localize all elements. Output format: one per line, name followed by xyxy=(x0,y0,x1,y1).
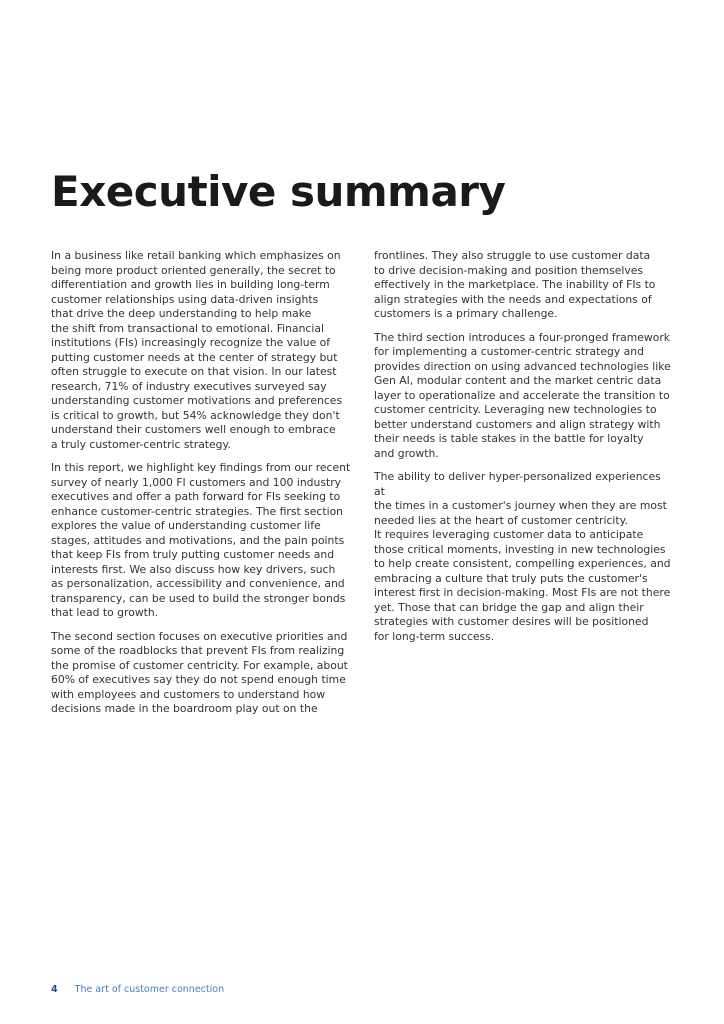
right-column xyxy=(374,249,674,653)
body-paragraph: In a business like retail banking which emphasizes on being more product oriented generally, the secret to differentiation and growth lies in building long-term customer relationships using data-driven insights that drive the deep understanding to help make the shift from transactional to emotional. Financial institutions (FIs) increasingly recognize the value of putting customer needs at the center of strategy but often struggle to execute on that vision. In our latest research, 71% of industry executives surveyed say understanding customer motivations and preferences is critical to growth, but 54% acknowledge they don't understand their customers well enough to embrace a truly customer-centric strategy. xyxy=(51,249,343,451)
page-footer xyxy=(51,984,224,996)
body-paragraph: The third section introduces a four-pronged framework for implementing a customer-centric strategy and provides direction on using advanced technologies like Gen AI, modular content and the market centric data layer to operationalize and accelerate the transition to customer centricity. Leveraging new technologies to better understand customers and align strategy with their needs is table stakes in the battle for loyalty and growth. xyxy=(374,330,671,460)
body-paragraph: frontlines. They also struggle to use customer data to drive decision-making and position themselves effectively in the marketplace. The inability of FIs to align strategies with the needs and expectations of customers is a primary challenge. xyxy=(374,249,656,320)
page-number: 4 xyxy=(51,984,58,995)
body-paragraph: The ability to deliver hyper-personalized experiences at the times in a customer's journey when they are most needed lies at the heart of customer centricity. It requires leveraging customer data to anticipate those critical moments, investing in new technologies to help create consistent, compelling experiences, and embracing a culture that truly puts the customer's interest first in decision-making. Most FIs are not there yet. Those that can bridge the gap and align their strategies with customer desires will be positioned for long-term success. xyxy=(374,470,671,643)
body-paragraph: In this report, we highlight key findings from our recent survey of nearly 1,000 FI customers and 100 industry executives and offer a path forward for FIs seeking to enhance customer-centric strategies. The first section explores the value of understanding customer life stages, attitudes and motivations, and the pain points that keep FIs from truly putting customer needs and interests first. We also discuss how key drivers, such as personalization, accessibility and convenience, and transparency, can be used to build the stronger bonds that lead to growth. xyxy=(51,461,351,619)
left-column xyxy=(51,249,351,726)
body-paragraph: The second section focuses on executive priorities and some of the roadblocks that prevent FIs from realizing the promise of customer centricity. For example, about 60% of executives say they do not spend enough time with employees and customers to understand how decisions made in the boardroom play out on the xyxy=(51,629,348,715)
page-title: Executive summary xyxy=(51,167,506,216)
publication-title: The art of customer connection xyxy=(74,984,225,995)
